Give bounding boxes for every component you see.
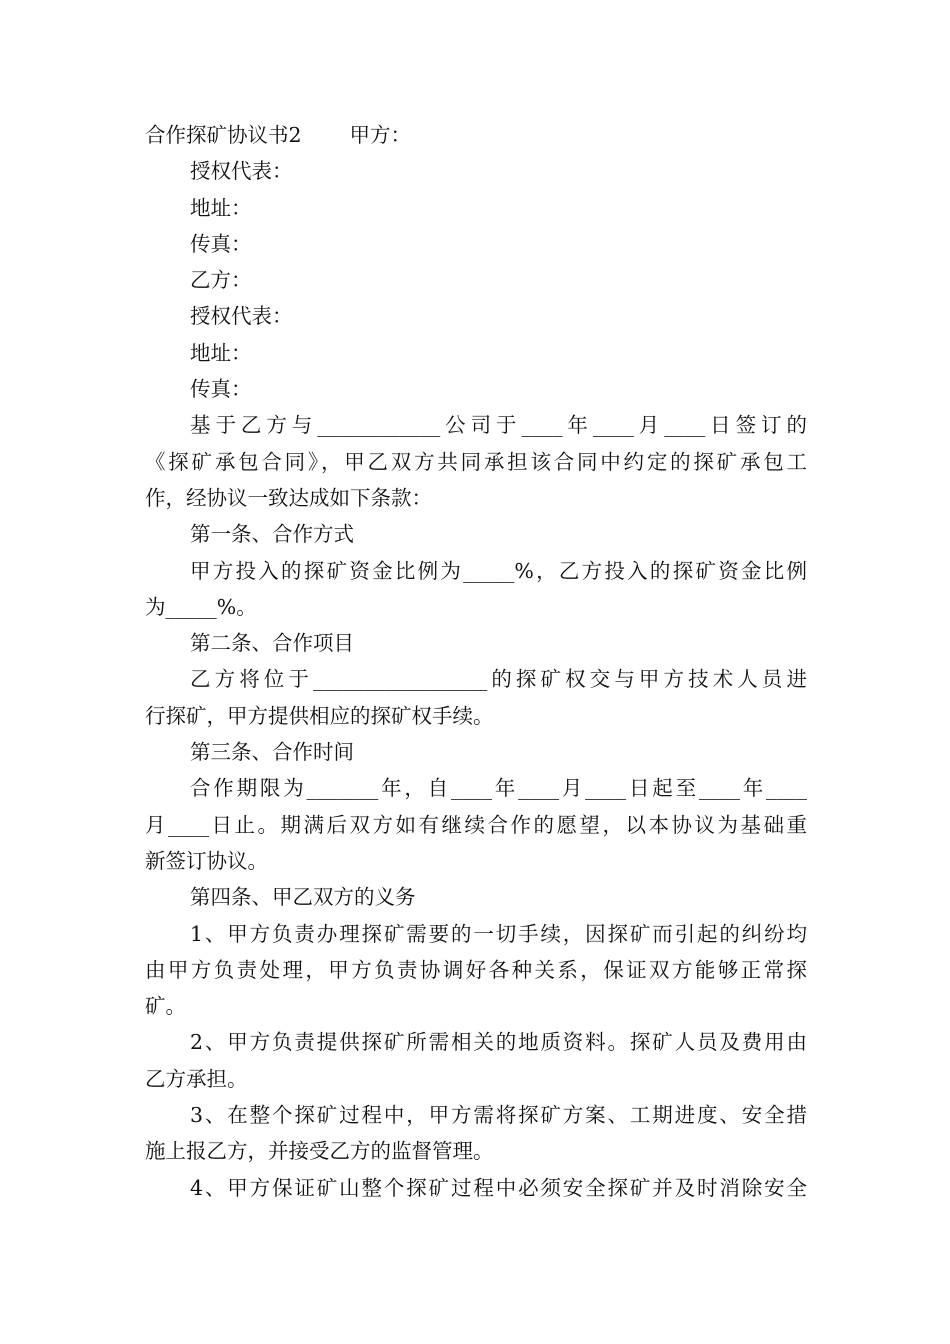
section-heading: 第一条、合作方式 xyxy=(190,522,354,547)
paragraph-line: 作，经协议一致达成如下条款： xyxy=(145,485,432,510)
party-b-rep: 授权代表： xyxy=(190,304,293,329)
party-a-address: 地址： xyxy=(190,195,252,220)
party-b-fax: 传真： xyxy=(190,377,252,402)
paragraph-line: 甲方投入的探矿资金比例为_____%，乙方投入的探矿资金比例 xyxy=(190,558,807,583)
party-a-fax: 传真： xyxy=(190,231,252,256)
paragraph-line: 月____日止。期满后双方如有继续合作的愿望，以本协议为基础重 xyxy=(145,812,807,837)
section-heading: 第四条、甲乙双方的义务 xyxy=(190,885,416,910)
title-row xyxy=(145,117,807,153)
paragraph-line: 乙方将位于_________________的探矿权交与甲方技术人员进 xyxy=(190,667,807,692)
paragraph-line: 新签订协议。 xyxy=(145,848,268,873)
paragraph-line: 矿。 xyxy=(145,994,186,1019)
party-b-label: 乙方： xyxy=(190,268,252,293)
paragraph-line: 基于乙方与____________公司于____年____月____日签订的 xyxy=(190,413,807,438)
party-a-rep: 授权代表： xyxy=(190,159,293,184)
paragraph-line: 行探矿，甲方提供相应的探矿权手续。 xyxy=(145,703,494,728)
paragraph-line: 由甲方负责处理，甲方负责协调好各种关系，保证双方能够正常探 xyxy=(145,957,807,982)
paragraph-line: 3、在整个探矿过程中，甲方需将探矿方案、工期进度、安全措 xyxy=(190,1103,807,1128)
paragraph-line: 施上报乙方，并接受乙方的监督管理。 xyxy=(145,1139,494,1164)
party-b-address: 地址： xyxy=(190,340,252,365)
paragraph-line: 为_____%。 xyxy=(145,594,257,619)
paragraph-line: 1、甲方负责办理探矿需要的一切手续，因探矿而引起的纠纷均 xyxy=(190,921,807,946)
document-title: 合作探矿协议书2 xyxy=(145,123,302,147)
paragraph-line: 乙方承担。 xyxy=(145,1066,248,1091)
paragraph-line: 《探矿承包合同》，甲乙双方共同承担该合同中约定的探矿承包工 xyxy=(145,449,807,474)
section-heading: 第三条、合作时间 xyxy=(190,740,354,765)
paragraph-line: 合作期限为_______年，自____年____月____日起至____年____ xyxy=(190,776,807,801)
section-heading: 第二条、合作项目 xyxy=(190,631,354,656)
paragraph-line: 4、甲方保证矿山整个探矿过程中必须安全探矿并及时消除安全 xyxy=(190,1175,807,1200)
paragraph-line: 2、甲方负责提供探矿所需相关的地质资料。探矿人员及费用由 xyxy=(190,1030,807,1055)
party-a-label: 甲方： xyxy=(349,123,412,147)
document-body xyxy=(145,117,807,1206)
